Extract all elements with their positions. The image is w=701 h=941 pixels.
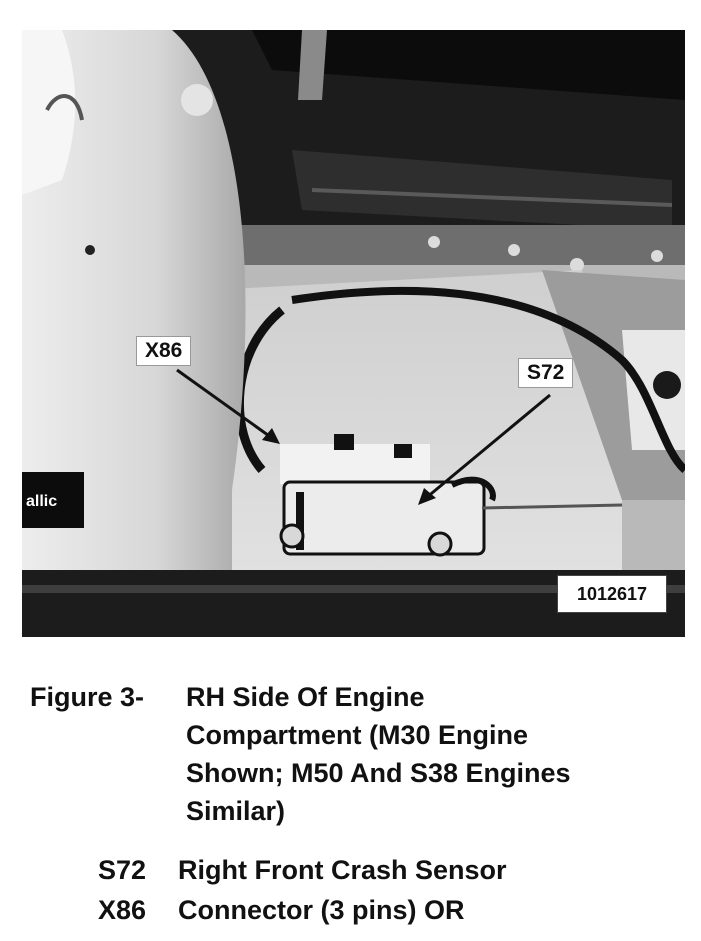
- callout-x86: X86: [136, 336, 191, 366]
- caption-line: Compartment (M30 Engine: [186, 720, 529, 750]
- engine-compartment-photo: [22, 30, 685, 637]
- caption-line: Similar): [186, 796, 286, 826]
- callout-s72: S72: [518, 358, 573, 388]
- figure-caption: [186, 678, 676, 830]
- caption-line: RH Side Of Engine: [186, 682, 425, 712]
- partial-decal-label: allic: [26, 493, 58, 510]
- figure-image-number: 1012617: [557, 575, 667, 613]
- caption-line: Shown; M50 And S38 Engines: [186, 758, 571, 788]
- legend-code: X86: [98, 895, 147, 925]
- legend-description: Connector (3 pins) OR: [178, 895, 465, 925]
- legend-description: Right Front Crash Sensor: [178, 855, 507, 885]
- legend-code: S72: [98, 855, 147, 885]
- figure-caption-label: Figure 3-: [30, 682, 145, 712]
